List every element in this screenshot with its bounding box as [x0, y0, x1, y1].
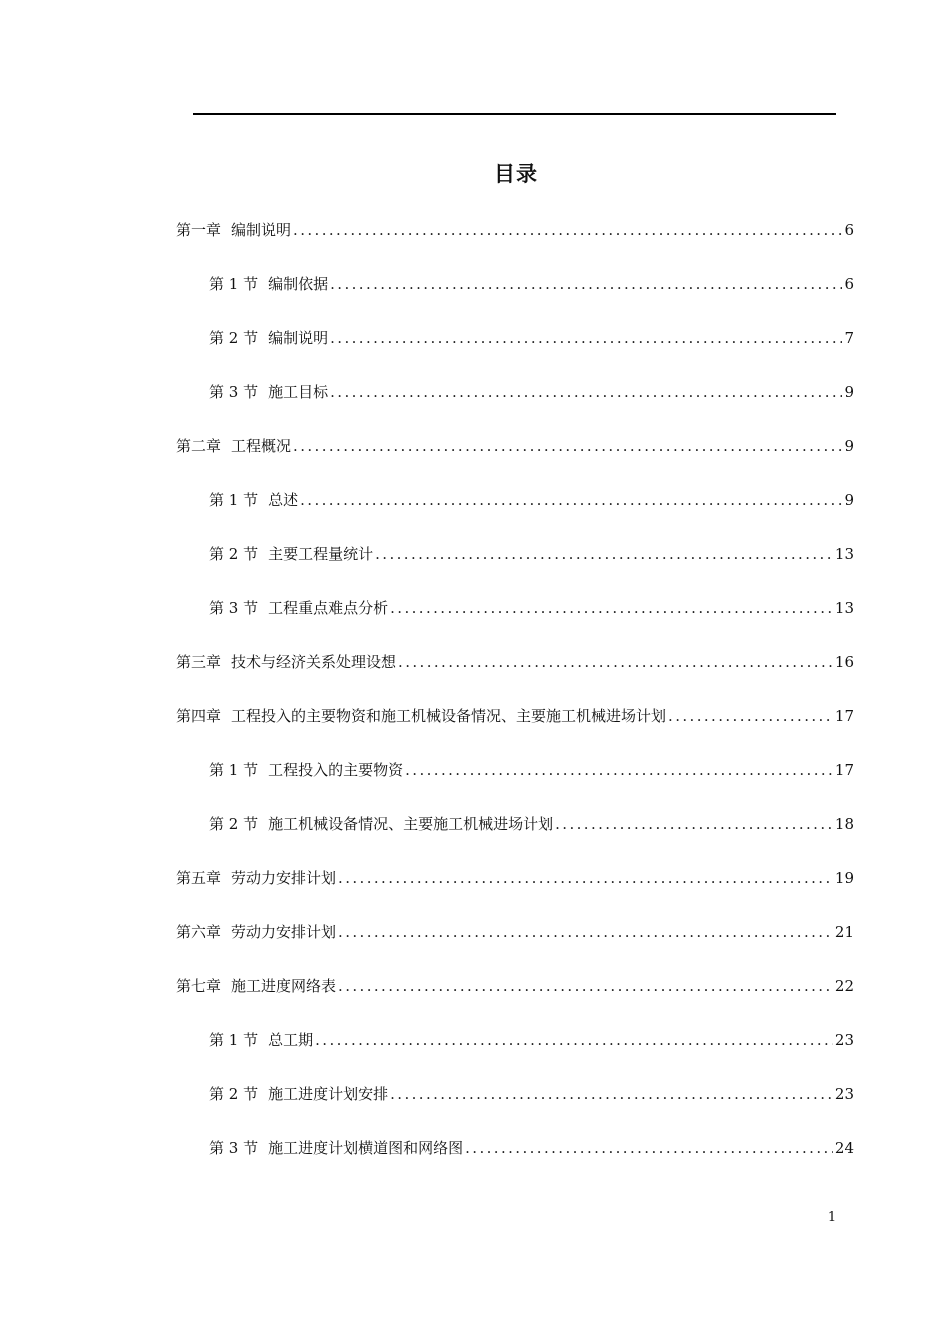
toc-entry[interactable] [176, 920, 854, 942]
toc-entry-title: 总述 [268, 491, 299, 509]
toc-entry-title: 工程概况 [231, 437, 292, 455]
toc-entry-label [209, 598, 388, 618]
toc-entry-label [209, 382, 328, 402]
toc-entry-label [209, 1030, 313, 1050]
toc-entry-label [209, 814, 553, 834]
toc-entry-title: 工程重点难点分析 [268, 599, 389, 617]
toc-entry-label [176, 868, 336, 888]
dot-leader [668, 706, 833, 726]
dot-leader [465, 1138, 833, 1158]
toc-entry-label [176, 220, 291, 240]
toc-entry-title: 施工进度计划安排 [268, 1085, 389, 1103]
toc-entry[interactable] [209, 272, 854, 294]
toc-entry-title: 施工进度网络表 [231, 977, 337, 995]
toc-entry-page: 21 [834, 923, 854, 941]
toc-entry-page: 22 [834, 977, 854, 995]
toc-entry-label [176, 652, 396, 672]
toc-entry[interactable] [176, 866, 854, 888]
toc-entry-number: 第六章 [176, 923, 222, 941]
toc-entry-page: 13 [834, 599, 854, 617]
toc-entry-title: 编制依据 [268, 275, 329, 293]
toc-entry-page: 13 [834, 545, 854, 563]
toc-entry-number: 第四章 [176, 707, 222, 725]
toc-title: 目录 [494, 162, 538, 186]
toc-entry-number: 第 2 节 [209, 815, 259, 833]
toc-entry-number: 第 1 节 [209, 275, 259, 293]
toc-entry[interactable] [209, 1028, 854, 1050]
toc-entry-page: 17 [834, 707, 854, 725]
toc-entry-label [209, 544, 373, 564]
toc-entry-label [209, 490, 298, 510]
toc-entry[interactable] [209, 326, 854, 348]
toc-entry-title: 总工期 [268, 1031, 314, 1049]
toc-entry-page: 19 [834, 869, 854, 887]
dot-leader [330, 328, 842, 348]
toc-entry-label [209, 760, 403, 780]
toc-entry-page: 9 [844, 383, 854, 401]
toc-entry-number: 第 2 节 [209, 1085, 259, 1103]
dot-leader [338, 922, 833, 942]
toc-entry-number: 第 1 节 [209, 761, 259, 779]
toc-entry-number: 第五章 [176, 869, 222, 887]
toc-entry-page: 23 [834, 1031, 854, 1049]
toc-entry-label [176, 706, 666, 726]
dot-leader [375, 544, 833, 564]
dot-leader [293, 436, 842, 456]
toc-entry-number: 第二章 [176, 437, 222, 455]
dot-leader [293, 220, 842, 240]
toc-entry-label [209, 328, 328, 348]
dot-leader [390, 598, 833, 618]
toc-entry-title: 施工机械设备情况、主要施工机械进场计划 [268, 815, 554, 833]
toc-entry-title: 施工进度计划横道图和网络图 [268, 1139, 464, 1157]
toc-entry-label [209, 1138, 463, 1158]
dot-leader [300, 490, 842, 510]
dot-leader [390, 1084, 833, 1104]
toc-entry-number: 第一章 [176, 221, 222, 239]
toc-entry-title: 编制说明 [268, 329, 329, 347]
toc-entry[interactable] [209, 1082, 854, 1104]
toc-entry-number: 第三章 [176, 653, 222, 671]
toc-entry-number: 第 3 节 [209, 383, 259, 401]
toc-entry-page: 6 [844, 221, 854, 239]
toc-entry[interactable] [209, 812, 854, 834]
dot-leader [338, 868, 833, 888]
toc-entry-page: 6 [844, 275, 854, 293]
toc-entry-title: 编制说明 [231, 221, 292, 239]
toc-entry-number: 第 1 节 [209, 1031, 259, 1049]
toc-entry[interactable] [176, 218, 854, 240]
toc-entry-title: 技术与经济关系处理设想 [231, 653, 397, 671]
toc-entry-page: 18 [834, 815, 854, 833]
toc-entry[interactable] [209, 1136, 854, 1158]
toc-entry[interactable] [176, 974, 854, 996]
toc-entry[interactable] [176, 650, 854, 672]
toc-entry[interactable] [176, 704, 854, 726]
toc-entry-label [209, 1084, 388, 1104]
dot-leader [330, 274, 842, 294]
toc-entry-page: 24 [834, 1139, 854, 1157]
dot-leader [555, 814, 833, 834]
dot-leader [315, 1030, 833, 1050]
page-number: 1 [827, 1210, 837, 1225]
toc-entry[interactable] [209, 596, 854, 618]
dot-leader [330, 382, 842, 402]
toc-entry-page: 9 [844, 491, 854, 509]
toc-entry-page: 9 [844, 437, 854, 455]
dot-leader [405, 760, 833, 780]
toc-entry-label [209, 274, 328, 294]
toc-entry[interactable] [209, 380, 854, 402]
toc-entry-page: 23 [834, 1085, 854, 1103]
toc-entry-title: 工程投入的主要物资 [268, 761, 404, 779]
toc-entry[interactable] [209, 488, 854, 510]
toc-entry-label [176, 436, 291, 456]
toc-entry-title: 主要工程量统计 [268, 545, 374, 563]
toc-entry[interactable] [209, 758, 854, 780]
toc-entry-number: 第 3 节 [209, 599, 259, 617]
toc-entry-title: 劳动力安排计划 [231, 923, 337, 941]
toc-entry-number: 第 2 节 [209, 545, 259, 563]
toc-entry-page: 17 [834, 761, 854, 779]
toc-entry[interactable] [209, 542, 854, 564]
toc-entry-title: 劳动力安排计划 [231, 869, 337, 887]
toc-entry-number: 第七章 [176, 977, 222, 995]
toc-entry-label [176, 922, 336, 942]
toc-entry-number: 第 3 节 [209, 1139, 259, 1157]
dot-leader [398, 652, 833, 672]
dot-leader [338, 976, 833, 996]
toc-entry-number: 第 1 节 [209, 491, 259, 509]
toc-entry-page: 16 [834, 653, 854, 671]
toc-entry-number: 第 2 节 [209, 329, 259, 347]
toc-entry-page: 7 [844, 329, 854, 347]
toc-entry-label [176, 976, 336, 996]
toc-entry[interactable] [176, 434, 854, 456]
toc-entry-title: 工程投入的主要物资和施工机械设备情况、主要施工机械进场计划 [231, 707, 667, 725]
toc-entry-title: 施工目标 [268, 383, 329, 401]
